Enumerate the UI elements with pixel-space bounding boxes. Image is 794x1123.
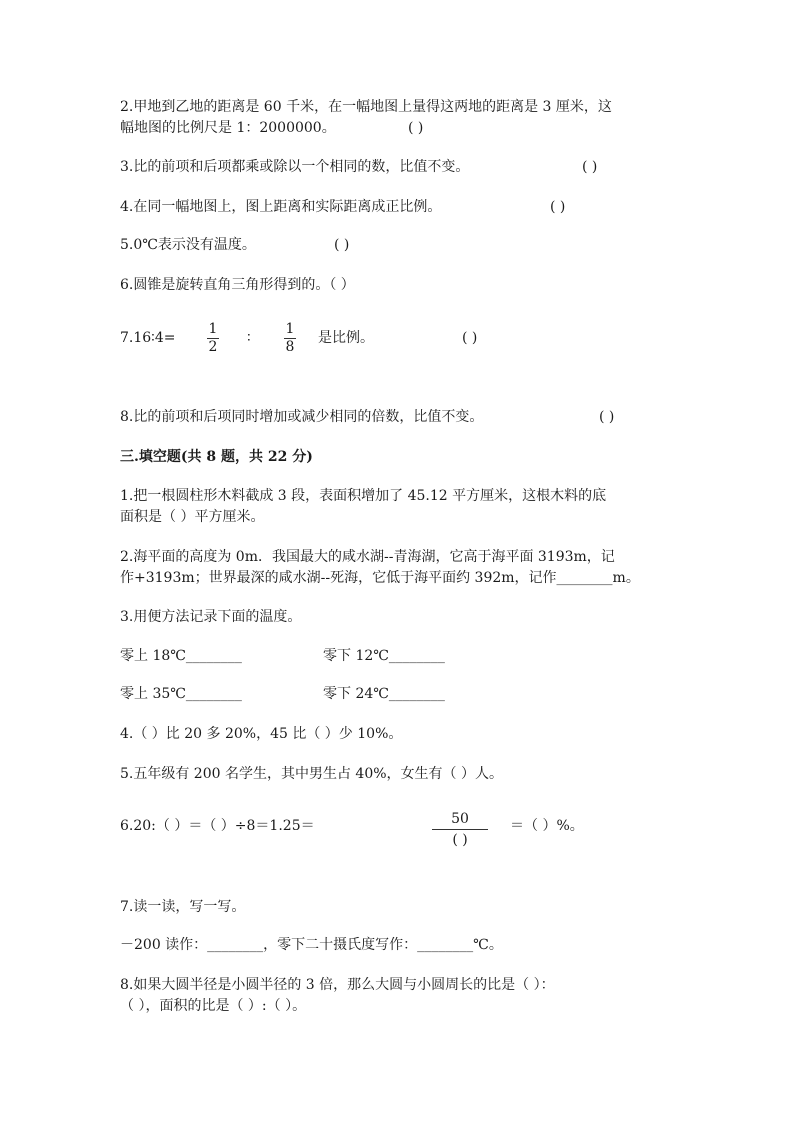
- fraction-bar: [284, 338, 296, 339]
- fill-q3-row1-right: 零下 12℃________: [323, 648, 445, 664]
- fraction-bar: [432, 829, 488, 830]
- fraction-numerator: 1: [208, 321, 218, 337]
- judge-q7-prefix: 7.16∶4=: [120, 330, 176, 346]
- judge-q5-text: 5.0℃表示没有温度。: [120, 237, 256, 253]
- fill-q6-prefix: 6.20:（ ）＝（ ）÷8＝1.25＝: [120, 818, 315, 834]
- judge-q2-line2: 幅地图的比例尺是 1：2000000。: [120, 120, 336, 136]
- fill-q2-line2: 作+3193m；世界最深的咸水湖--死海，它低于海平面约 392m，记作________m。: [120, 570, 640, 586]
- judge-q6-text: 6.圆锥是旋转直角三角形得到的。（ ）: [120, 277, 355, 293]
- judge-q8-text: 8.比的前项和后项同时增加或减少相同的倍数，比值不变。: [120, 409, 484, 425]
- fill-q3-row1-left: 零上 18℃________: [120, 648, 242, 664]
- fraction-denominator: 2: [208, 339, 218, 355]
- fraction-numerator: 50: [451, 811, 469, 827]
- judge-q7-suffix: 是比例。: [318, 330, 374, 346]
- fill-q1-line1: 1.把一根圆柱形木料截成 3 段，表面积增加了 45.12 平方厘米，这根木料的底: [120, 488, 607, 504]
- fill-q7-line2: －200 读作：________，零下二十摄氏度写作：________℃。: [120, 937, 503, 953]
- fill-q5-text: 5.五年级有 200 名学生，其中男生占 40%，女生有（ ）人。: [120, 766, 503, 782]
- judge-q8-answer-paren[interactable]: ( ): [599, 409, 615, 425]
- fraction-bar: [207, 338, 219, 339]
- fill-q2-line1: 2.海平面的高度为 0m．我国最大的咸水湖--青海湖，它高于海平面 3193m，记: [120, 549, 615, 565]
- judge-q4-text: 4.在同一幅地图上，图上距离和实际距离成正比例。: [120, 199, 442, 215]
- judge-q3-answer-paren[interactable]: ( ): [582, 159, 598, 175]
- judge-q5-answer-paren[interactable]: ( ): [334, 237, 350, 253]
- fill-q8-line2: （ ），面积的比是（ ）:（ ）。: [120, 998, 307, 1014]
- section-3-title: 三.填空题(共 8 题，共 22 分): [120, 449, 313, 465]
- judge-q3-text: 3.比的前项和后项都乘或除以一个相同的数，比值不变。: [120, 159, 470, 175]
- fill-q7-text: 7.读一读，写一写。: [120, 899, 246, 915]
- fill-q3-text: 3.用便方法记录下面的温度。: [120, 609, 302, 625]
- fraction-denominator: 8: [285, 339, 295, 355]
- fill-q6-suffix: ＝（ ）%。: [510, 818, 584, 834]
- judge-q2-line1: 2.甲地到乙地的距离是 60 千米，在一幅地图上量得这两地的距离是 3 厘米，这: [120, 99, 612, 115]
- fill-q1-line2: 面积是（ ）平方厘米。: [120, 509, 265, 525]
- judge-q7-colon: ∶: [247, 330, 251, 346]
- fill-q6-fraction: [432, 810, 488, 849]
- fill-q8-line1: 8.如果大圆半径是小圆半径的 3 倍，那么大圆与小圆周长的比是（ ）：: [120, 977, 555, 993]
- fill-q3-row2-left: 零上 35℃________: [120, 686, 242, 702]
- fill-q4-text: 4.（ ）比 20 多 20%，45 比（ ）少 10%。: [120, 726, 403, 742]
- judge-q7-answer-paren[interactable]: ( ): [462, 330, 478, 346]
- judge-q4-answer-paren[interactable]: ( ): [550, 199, 566, 215]
- judge-q2-answer-paren[interactable]: ( ): [408, 120, 424, 136]
- fraction-denominator: ( ): [452, 832, 468, 848]
- fraction-numerator: 1: [285, 321, 295, 337]
- fill-q3-row2-right: 零下 24℃________: [323, 686, 445, 702]
